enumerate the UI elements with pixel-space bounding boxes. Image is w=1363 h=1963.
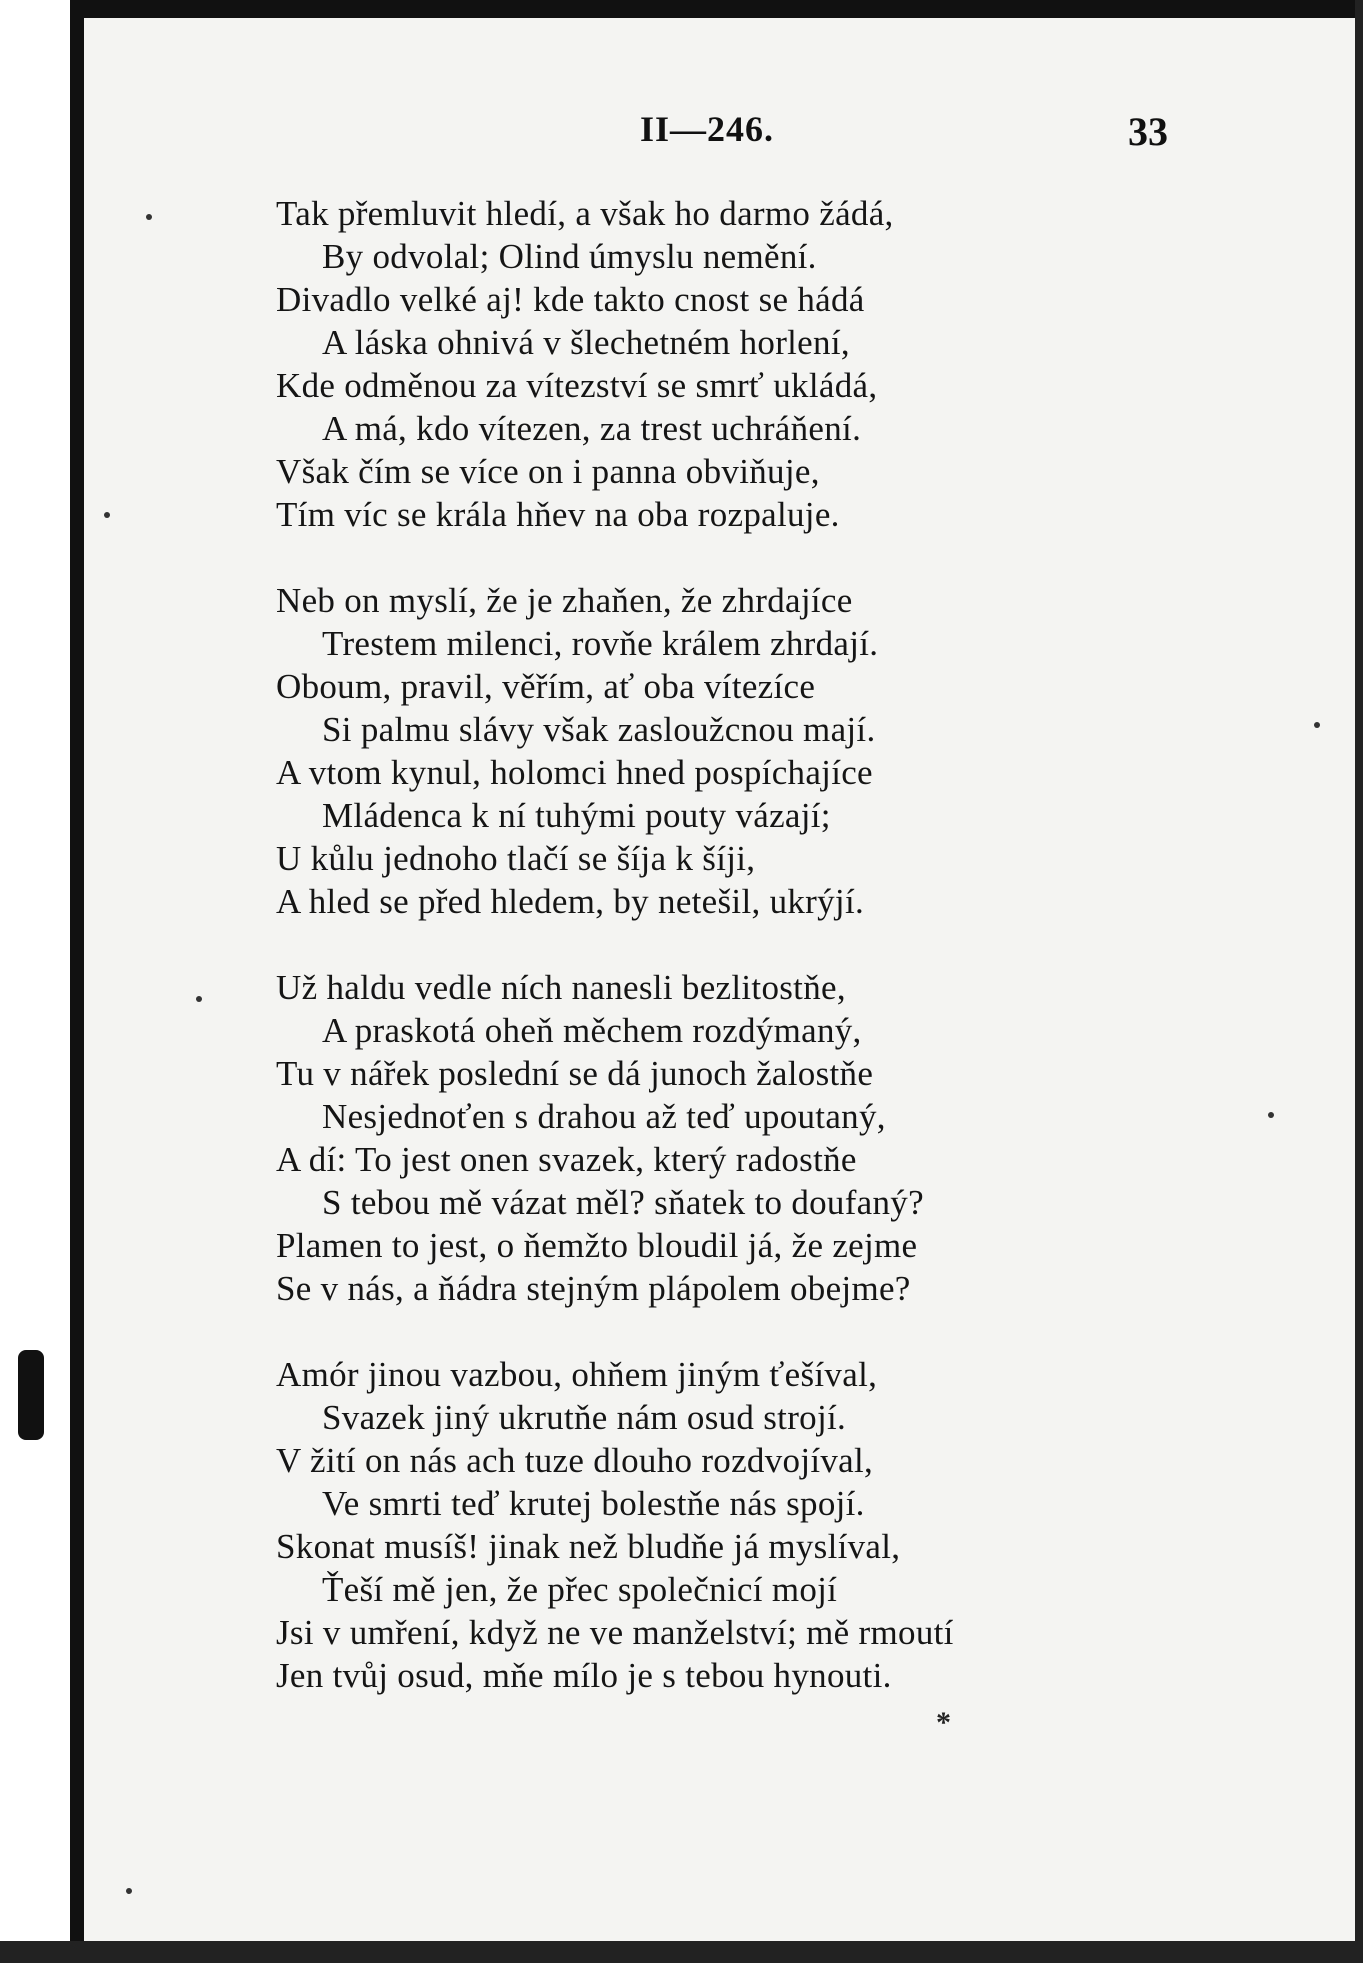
verse-line: Ve smrti teď krutej bolestňe nás spojí. (322, 1484, 865, 1523)
verse-line: Se v nás, a ňádra stejným plápolem obejme? (276, 1269, 911, 1308)
page-number: 33 (1128, 109, 1168, 154)
scan-left-margin (0, 0, 70, 1963)
running-head: II—246. (640, 109, 775, 149)
verse-line: Kde odměnou za vítezství se smrť ukládá, (276, 366, 878, 405)
stanza-3 (276, 966, 1136, 1310)
verse-line: A má, kdo vítezen, za trest uchráňení. (322, 409, 862, 448)
verse-line: Však čím se více on i panna obviňuje, (276, 452, 820, 491)
verse-line: Už haldu vedle ních nanesli bezlitostňe, (276, 968, 846, 1007)
poem-body (276, 192, 1136, 1740)
verse-line: Ťeší mě jen, že přec společnicí mojí (322, 1570, 838, 1609)
ink-speck (104, 512, 110, 518)
verse-line: U kůlu jednoho tlačí se šíja k šíji, (276, 839, 756, 878)
verse-line: Tu v nářek poslední se dá junoch žalostňe (276, 1054, 874, 1093)
verse-line: Neb on myslí, že je zhaňen, že zhrdajíce (276, 581, 853, 620)
verse-line: A praskotá oheň měchem rozdýmaný, (322, 1011, 862, 1050)
ink-speck (146, 214, 152, 220)
verse-line: Jsi v umření, když ne ve manželství; mě rmoutí (276, 1613, 954, 1652)
binding-mark (18, 1350, 44, 1440)
end-asterisk: * (936, 1706, 951, 1739)
scan-bottom-edge (0, 1941, 1363, 1963)
verse-line: By odvolal; Olind úmyslu nemění. (322, 237, 817, 276)
stanza-2 (276, 579, 1136, 923)
scan-top-edge (0, 0, 1363, 18)
verse-line: Si palmu slávy však zasloužcnou mají. (322, 710, 876, 749)
verse-line: A dí: To jest onen svazek, který radostňe (276, 1140, 857, 1179)
verse-line: Jen tvůj osud, mňe mílo je s tebou hynouti. (276, 1656, 892, 1695)
verse-line: Mládenca k ní tuhými pouty vázají; (322, 796, 831, 835)
verse-line: Divadlo velké aj! kde takto cnost se hádá (276, 280, 865, 319)
verse-line: A hled se před hledem, by netešil, ukrýjí. (276, 882, 865, 921)
stanza-1 (276, 192, 1136, 536)
ink-speck (196, 996, 202, 1002)
scan-left-edge (70, 0, 84, 1963)
stanza-4 (276, 1353, 1136, 1697)
verse-line: Amór jinou vazbou, ohňem jiným ťešíval, (276, 1355, 878, 1394)
ink-speck (1314, 722, 1320, 728)
ink-speck (126, 1888, 132, 1894)
verse-line: A láska ohnivá v šlechetném horlení, (322, 323, 850, 362)
verse-line: S tebou mě vázat měl? sňatek to doufaný? (322, 1183, 924, 1222)
ink-speck (1268, 1112, 1274, 1118)
verse-line: Tím víc se krála hňev na oba rozpaluje. (276, 495, 840, 534)
verse-line: V žití on nás ach tuze dlouho rozdvojíval, (276, 1441, 874, 1480)
verse-line: Tak přemluvit hledí, a však ho darmo žádá, (276, 194, 894, 233)
verse-line: Oboum, pravil, věřím, ať oba vítezíce (276, 667, 816, 706)
verse-line: Nesjednoťen s drahou až teď upoutaný, (322, 1097, 886, 1136)
scan-right-edge (1355, 0, 1363, 1963)
verse-line: Skonat musíš! jinak než bludňe já myslíval, (276, 1527, 901, 1566)
verse-line: Plamen to jest, o ňemžto bloudil já, že zejme (276, 1226, 918, 1265)
verse-line: Svazek jiný ukrutňe nám osud strojí. (322, 1398, 847, 1437)
verse-line: A vtom kynul, holomci hned pospíchajíce (276, 753, 873, 792)
verse-line: Trestem milenci, rovňe králem zhrdají. (322, 624, 879, 663)
